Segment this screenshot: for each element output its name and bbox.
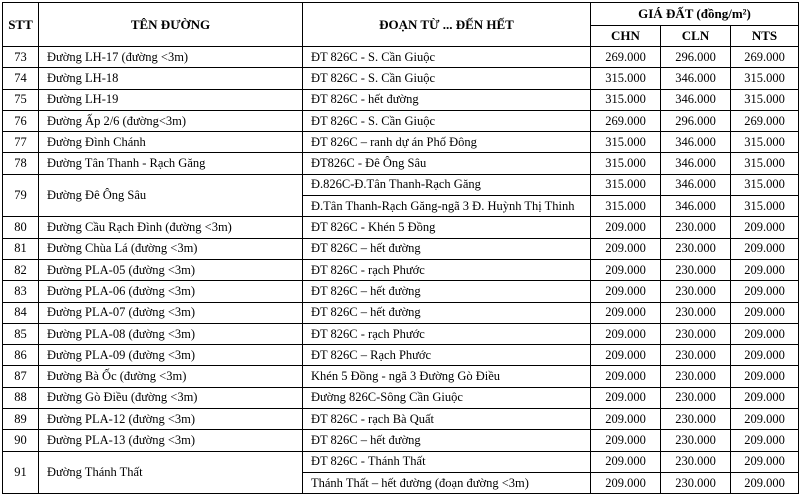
price-chn-cell: 209.000 [591, 430, 661, 451]
street-name-cell: Đường Cầu Rạch Đình (đường <3m) [39, 217, 303, 238]
stt-cell: 85 [3, 323, 39, 344]
stt-cell: 76 [3, 110, 39, 131]
price-cln-cell: 230.000 [661, 366, 731, 387]
price-chn-cell: 269.000 [591, 110, 661, 131]
price-nts-cell: 209.000 [731, 387, 799, 408]
segment-cell: ĐT 826C – hết đường [303, 281, 591, 302]
stt-cell: 86 [3, 345, 39, 366]
table-header [3, 3, 799, 47]
price-cln-cell: 230.000 [661, 472, 731, 493]
street-name-cell: Đường PLA-06 (đường <3m) [39, 281, 303, 302]
street-name-cell: Đường PLA-05 (đường <3m) [39, 259, 303, 280]
segment-cell: Đường 826C-Sông Cần Giuộc [303, 387, 591, 408]
segment-cell: ĐT 826C - hết đường [303, 89, 591, 110]
price-nts-cell: 209.000 [731, 472, 799, 493]
price-cln-cell: 230.000 [661, 345, 731, 366]
price-cln-cell: 230.000 [661, 451, 731, 472]
table-row [3, 110, 799, 131]
price-cln-cell: 346.000 [661, 153, 731, 174]
col-header-stt: STT [3, 3, 39, 47]
street-name-cell: Đường PLA-07 (đường <3m) [39, 302, 303, 323]
segment-cell: ĐT 826C - S. Cần Giuộc [303, 68, 591, 89]
table-row [3, 68, 799, 89]
price-nts-cell: 315.000 [731, 89, 799, 110]
col-header-segment: ĐOẠN TỪ ... ĐẾN HẾT [303, 3, 591, 47]
table-row [3, 323, 799, 344]
price-nts-cell: 209.000 [731, 238, 799, 259]
segment-cell: ĐT 826C - rạch Phước [303, 323, 591, 344]
street-name-cell: Đường LH-19 [39, 89, 303, 110]
segment-cell: Đ.826C-Đ.Tân Thanh-Rạch Găng [303, 174, 591, 195]
price-chn-cell: 315.000 [591, 153, 661, 174]
price-nts-cell: 209.000 [731, 409, 799, 430]
price-nts-cell: 209.000 [731, 302, 799, 323]
price-cln-cell: 346.000 [661, 68, 731, 89]
price-nts-cell: 209.000 [731, 345, 799, 366]
table-row [3, 302, 799, 323]
stt-cell: 82 [3, 259, 39, 280]
price-chn-cell: 209.000 [591, 323, 661, 344]
price-cln-cell: 230.000 [661, 430, 731, 451]
price-nts-cell: 209.000 [731, 281, 799, 302]
street-name-cell: Đường LH-18 [39, 68, 303, 89]
street-name-cell: Đường Chùa Lá (đường <3m) [39, 238, 303, 259]
segment-cell: Đ.Tân Thanh-Rạch Găng-ngã 3 Đ. Huỳnh Thị Thinh [303, 196, 591, 217]
street-name-cell: Đường PLA-08 (đường <3m) [39, 323, 303, 344]
street-name-cell: Đường Tân Thanh - Rạch Găng [39, 153, 303, 174]
segment-cell: ĐT 826C – hết đường [303, 302, 591, 323]
price-chn-cell: 315.000 [591, 196, 661, 217]
segment-cell: ĐT826C - Đê Ông Sâu [303, 153, 591, 174]
street-name-cell: Đường LH-17 (đường <3m) [39, 47, 303, 68]
price-nts-cell: 269.000 [731, 110, 799, 131]
table-row [3, 89, 799, 110]
stt-cell: 73 [3, 47, 39, 68]
table-row [3, 259, 799, 280]
price-chn-cell: 209.000 [591, 281, 661, 302]
segment-cell: ĐT 826C - Khén 5 Đồng [303, 217, 591, 238]
price-nts-cell: 315.000 [731, 174, 799, 195]
price-chn-cell: 209.000 [591, 366, 661, 387]
segment-cell: ĐT 826C – Rạch Phước [303, 345, 591, 366]
price-cln-cell: 230.000 [661, 302, 731, 323]
stt-cell: 83 [3, 281, 39, 302]
segment-cell: ĐT 826C - rạch Bà Quất [303, 409, 591, 430]
price-cln-cell: 230.000 [661, 259, 731, 280]
table-row [3, 281, 799, 302]
col-header-cln: CLN [661, 26, 731, 47]
segment-cell: ĐT 826C - rạch Phước [303, 259, 591, 280]
price-cln-cell: 346.000 [661, 174, 731, 195]
price-nts-cell: 269.000 [731, 47, 799, 68]
price-nts-cell: 209.000 [731, 451, 799, 472]
price-chn-cell: 315.000 [591, 68, 661, 89]
stt-cell: 88 [3, 387, 39, 408]
price-cln-cell: 346.000 [661, 89, 731, 110]
header-row-1 [3, 3, 799, 26]
price-chn-cell: 315.000 [591, 89, 661, 110]
price-chn-cell: 209.000 [591, 451, 661, 472]
price-nts-cell: 209.000 [731, 323, 799, 344]
segment-cell: ĐT 826C - S. Cần Giuộc [303, 110, 591, 131]
table-row [3, 238, 799, 259]
price-cln-cell: 296.000 [661, 110, 731, 131]
price-nts-cell: 315.000 [731, 132, 799, 153]
price-chn-cell: 315.000 [591, 132, 661, 153]
price-nts-cell: 209.000 [731, 366, 799, 387]
price-chn-cell: 209.000 [591, 259, 661, 280]
price-cln-cell: 230.000 [661, 281, 731, 302]
stt-cell: 81 [3, 238, 39, 259]
stt-cell: 74 [3, 68, 39, 89]
price-cln-cell: 230.000 [661, 409, 731, 430]
table-row [3, 345, 799, 366]
stt-cell: 91 [3, 451, 39, 494]
price-chn-cell: 209.000 [591, 409, 661, 430]
price-cln-cell: 230.000 [661, 238, 731, 259]
price-cln-cell: 346.000 [661, 132, 731, 153]
stt-cell: 80 [3, 217, 39, 238]
segment-cell: Khén 5 Đồng - ngã 3 Đường Gò Điều [303, 366, 591, 387]
col-header-chn: CHN [591, 26, 661, 47]
segment-cell: Thánh Thất – hết đường (đoạn đường <3m) [303, 472, 591, 493]
price-nts-cell: 315.000 [731, 153, 799, 174]
price-nts-cell: 315.000 [731, 196, 799, 217]
table-row [3, 132, 799, 153]
segment-cell: ĐT 826C - S. Cần Giuộc [303, 47, 591, 68]
street-name-cell: Đường PLA-13 (đường <3m) [39, 430, 303, 451]
col-header-nts: NTS [731, 26, 799, 47]
stt-cell: 79 [3, 174, 39, 217]
stt-cell: 84 [3, 302, 39, 323]
table-row [3, 451, 799, 472]
price-chn-cell: 315.000 [591, 174, 661, 195]
price-nts-cell: 315.000 [731, 68, 799, 89]
table-row [3, 366, 799, 387]
price-chn-cell: 209.000 [591, 472, 661, 493]
table-row [3, 430, 799, 451]
segment-cell: ĐT 826C - Thánh Thất [303, 451, 591, 472]
stt-cell: 90 [3, 430, 39, 451]
street-name-cell: Đường Gò Điều (đường <3m) [39, 387, 303, 408]
price-chn-cell: 209.000 [591, 238, 661, 259]
table-row [3, 409, 799, 430]
price-chn-cell: 209.000 [591, 302, 661, 323]
price-nts-cell: 209.000 [731, 217, 799, 238]
price-cln-cell: 346.000 [661, 196, 731, 217]
table-body [3, 47, 799, 494]
price-chn-cell: 209.000 [591, 217, 661, 238]
col-header-street-name: TÊN ĐƯỜNG [39, 3, 303, 47]
stt-cell: 75 [3, 89, 39, 110]
price-nts-cell: 209.000 [731, 430, 799, 451]
stt-cell: 87 [3, 366, 39, 387]
table-row [3, 174, 799, 195]
price-nts-cell: 209.000 [731, 259, 799, 280]
stt-cell: 89 [3, 409, 39, 430]
price-cln-cell: 230.000 [661, 323, 731, 344]
street-name-cell: Đường Đình Chánh [39, 132, 303, 153]
table-row [3, 217, 799, 238]
price-chn-cell: 269.000 [591, 47, 661, 68]
price-chn-cell: 209.000 [591, 387, 661, 408]
price-cln-cell: 230.000 [661, 217, 731, 238]
price-cln-cell: 296.000 [661, 47, 731, 68]
stt-cell: 77 [3, 132, 39, 153]
col-header-price-group: GIÁ ĐẤT (đồng/m²) [591, 3, 799, 26]
segment-cell: ĐT 826C – hết đường [303, 238, 591, 259]
segment-cell: ĐT 826C – ranh dự án Phố Đông [303, 132, 591, 153]
street-name-cell: Đường Đê Ông Sâu [39, 174, 303, 217]
price-cln-cell: 230.000 [661, 387, 731, 408]
stt-cell: 78 [3, 153, 39, 174]
street-name-cell: Đường Thánh Thất [39, 451, 303, 494]
street-name-cell: Đường PLA-09 (đường <3m) [39, 345, 303, 366]
street-name-cell: Đường PLA-12 (đường <3m) [39, 409, 303, 430]
street-name-cell: Đường Bà Ốc (đường <3m) [39, 366, 303, 387]
table-row [3, 153, 799, 174]
land-price-table [2, 2, 799, 494]
table-row [3, 387, 799, 408]
price-chn-cell: 209.000 [591, 345, 661, 366]
street-name-cell: Đường Ấp 2/6 (đường<3m) [39, 110, 303, 131]
segment-cell: ĐT 826C – hết đường [303, 430, 591, 451]
table-row [3, 47, 799, 68]
